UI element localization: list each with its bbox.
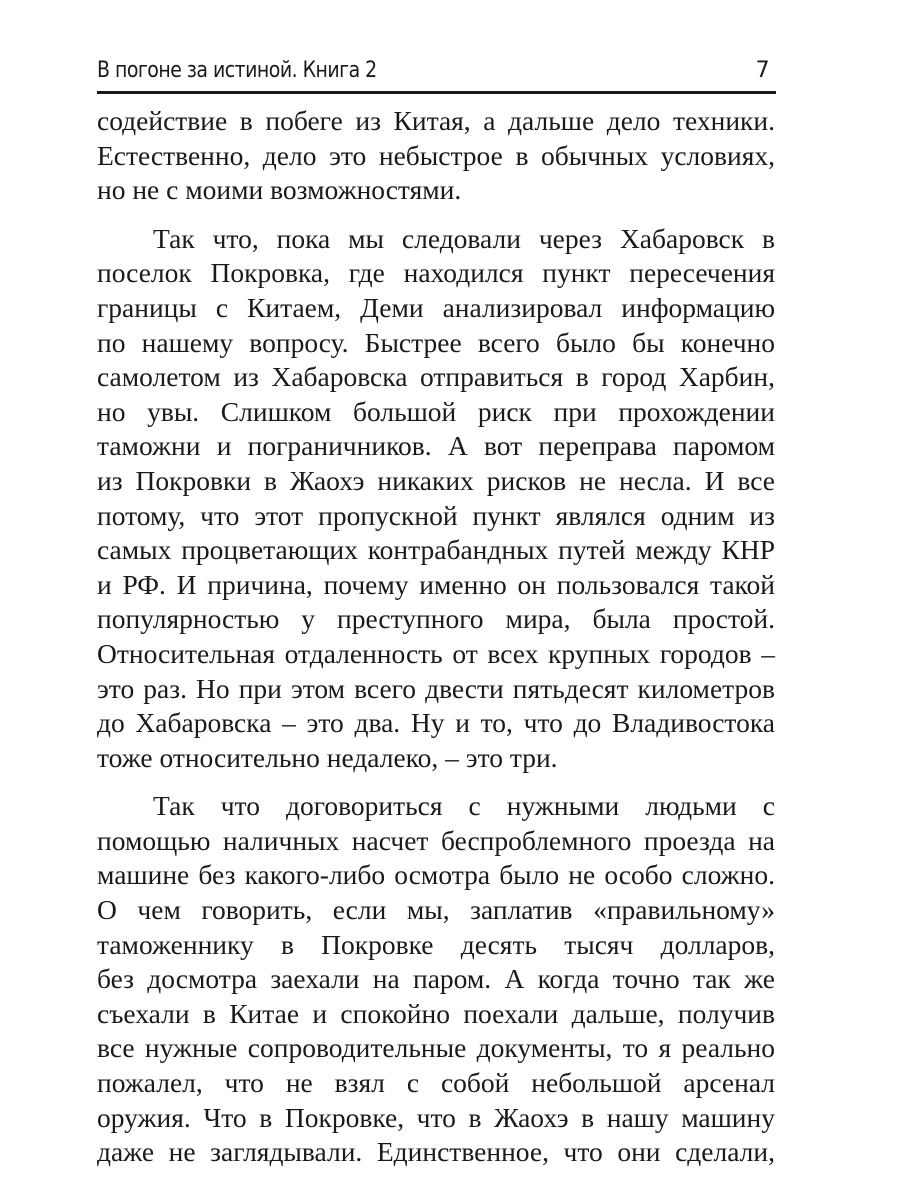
text-line: съехали в Китае и спокойно поехали дальше, получив [97,997,775,1029]
text-line: из Покровки в Жаохэ никаких рисков не несла. И все [97,464,775,496]
text-line: самолетом из Хабаровска отправиться в город Харбин, [97,361,775,393]
text-line: все нужные сопроводительные документы, то я реально [97,1032,775,1064]
text-line: но увы. Слишком большой риск при прохождении [97,395,775,427]
text-line: Так что, пока мы следовали через Хабаровск в [153,222,775,254]
text-line: потому, что этот пропускной пункт являлся одним из [97,499,775,531]
running-header [97,58,773,90]
text-line: это раз. Но при этом всего двести пятьдесят километров [97,672,775,704]
paragraph-spacer [97,775,775,789]
text-line: таможни и пограничников. А вот переправа паромом [97,430,775,462]
text-line: популярностью у преступного мира, была простой. [97,603,775,635]
text-line: Так что договориться с нужными людьми с [153,790,775,822]
text-line: таможеннику в Покровке десять тысяч долларов, [97,928,775,960]
text-line: но не с моими возможностями. [97,174,462,206]
text-line: О чем говорить, если мы, заплатив «правильному» [97,894,775,926]
page-number: 7 [755,58,769,83]
paragraph-3 [97,789,775,1170]
text-line: машине без какого-либо осмотра было не особо сложно. [97,859,775,891]
text-line: Естественно, дело это небыстрое в обычных условиях, [97,139,775,171]
header-rule [97,91,776,94]
text-line: до Хабаровска – это два. Ну и то, что до Владивостока [97,707,775,739]
paragraph-spacer [97,208,775,222]
text-line: границы с Китаем, Деми анализировал информацию [97,291,775,323]
body-text [97,104,775,1170]
paragraph-1 [97,104,775,208]
text-line: без досмотра заехали на паром. А когда точно так же [97,963,775,995]
text-line: оружия. Что в Покровке, что в Жаохэ в нашу машину [97,1101,775,1133]
text-line: содействие в побеге из Китая, а дальше дело техники. [97,105,775,136]
text-line: тоже относительно недалеко, – это три. [97,741,558,773]
text-line: поселок Покровка, где находился пункт пересечения [97,257,775,289]
text-line: по нашему вопросу. Быстрее всего было бы конечно [97,326,775,358]
text-line: самых процветающих контрабандных путей между КНР [97,534,775,566]
text-line: и РФ. И причина, почему именно он пользовался такой [97,568,775,600]
text-line: даже не заглядывали. Единственное, что они сделали, [97,1136,775,1168]
text-line: Относительная отдаленность от всех крупных городов – [97,637,775,669]
running-title: В погоне за истиной. Книга 2 [97,58,377,83]
text-line: пожалел, что не взял с собой небольшой арсенал [97,1067,775,1099]
text-line: помощью наличных насчет беспроблемного проезда на [97,824,775,856]
paragraph-2 [97,222,775,776]
